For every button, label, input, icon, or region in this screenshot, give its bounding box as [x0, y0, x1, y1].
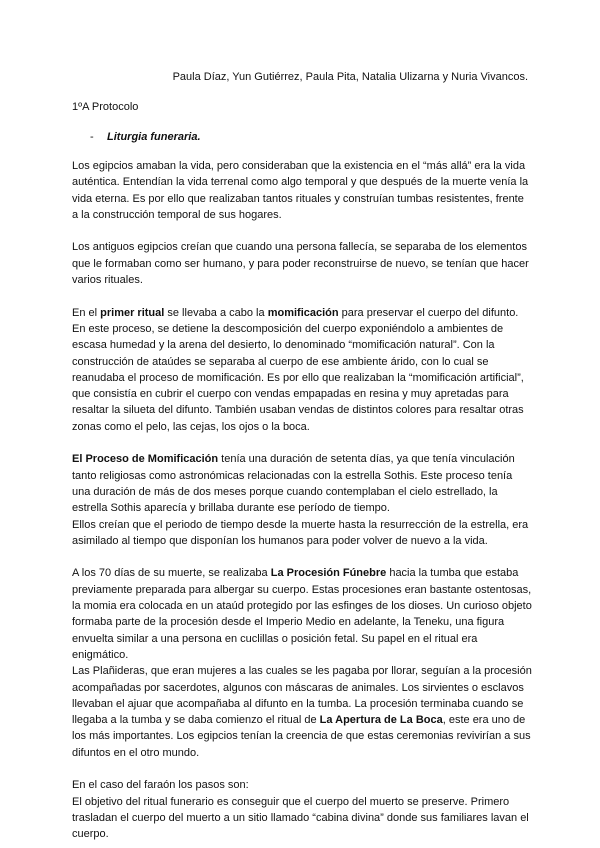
- text-run: Las Plañideras, que eran mujeres a las cuales se les pagaba por llorar, seguían a la procesión acompañadas por sacerdotes, algunos con máscaras de animales. Los sirvientes o esclavos llevaban el ajuar que acompañaba al difunto en la tumba. La procesión terminaba cuando se llegaba a la tumba y se daba comienzo el ritual de: [72, 665, 532, 727]
- bullet-dash: -: [90, 131, 94, 143]
- bold-term-proceso-momificacion: El Proceso de Momificación: [72, 453, 219, 466]
- paragraph-intro: Los egipcios amaban la vida, pero consideraban que la existencia en el “más allá” era la vida auténtica. Entendían la vida terrenal como algo temporal y que después de la muerte venía la vida eterna. Es por ello que realizaban tantos rituales y construían tumbas resistentes, frente a la construcción temporal de sus hogares.: [72, 160, 529, 221]
- paragraph-procession: [72, 565, 532, 663]
- bold-term-apertura-boca: La Apertura de La Boca: [319, 714, 443, 727]
- bold-term-momificacion: momificación: [267, 306, 339, 319]
- paragraph-ritual-objective: El objetivo del ritual funerario es conseguir que el cuerpo del muerto se preserve. Primero trasladan el cuerpo del muerto a un sitio llamado “cabina divina” donde sus familiares lavan el cuerpo.: [72, 795, 529, 841]
- section-title: [90, 131, 201, 143]
- paragraph-first-ritual: [72, 305, 532, 435]
- paragraph-pharaoh-steps: En el caso del faraón los pasos son:: [72, 779, 249, 792]
- text-run: A los 70 días de su muerte, se realizaba: [72, 567, 271, 580]
- text-run: hacia la tumba que estaba previamente preparada para albergar su cuerpo. Estas procesiones eran bastante ostentosas, la momia era colocada en un ataúd protegido por las esfinges de los dioses. Un curioso objeto formaba parte de la procesión desde el Imperio Medio en adelante, la Teneku, una figura envuelta similar a una persona en cuclillas o posición fetal. Su papel en el ritual era enigmático.: [72, 567, 532, 661]
- text-run: tenía una duración de setenta días, ya que tenía vinculación tanto religiosas como astronómicas relacionadas con la estrella Sothis. Este proceso tenía una duración de más de dos meses porque cuando contemplaban el cielo estrellado, la estrella Sothis aparecía y brillaba durante ese período de tiempo.: [72, 453, 515, 515]
- bold-term-primer-ritual: primer ritual: [100, 306, 165, 319]
- text-run: se llevaba a cabo la: [164, 306, 268, 319]
- paragraph-mourners: [72, 663, 532, 761]
- paragraph-star-belief: Ellos creían que el periodo de tiempo desde la muerte hasta la resurrección de la estrella, era asimilado al tiempo que disponían los humanos para poder volver de nuevo a la vida.: [72, 518, 529, 547]
- authors-line: Paula Díaz, Yun Gutiérrez, Paula Pita, Natalia Ulizarna y Nuria Vivancos.: [172, 71, 528, 83]
- paragraph-beliefs: Los antiguos egipcios creían que cuando una persona fallecía, se separaba de los elementos que le formaban como ser humano, y para poder reconstruirse de nuevo, se tenían que hacer varios rituales.: [72, 241, 529, 287]
- text-run: , este era uno de los más importantes. Los egipcios tenían la creencia de que estas ceremonias revivirían a sus difuntos en el otro mundo.: [72, 714, 531, 759]
- text-run: En el: [72, 306, 101, 319]
- bold-term-procesion-funebre: La Procesión Fúnebre: [270, 567, 387, 580]
- text-run: para preservar el cuerpo del difunto. En este proceso, se detiene la descomposición del cuerpo exponiéndolo a ambientes de escasa humedad y la arena del desierto, lo denominado “momificación natural”. Con la construcción de ataúdes se separaba al cuerpo de ese ambiente árido, con lo cual se reanudaba el proceso de momificación. Es por ello que realizaban la “momificación artificial”, que consistía en cubrir el cuerpo con vendas empapadas en resina y muy apretadas para resaltar la silueta del difunto. También usaban vendas de distintos colores para resaltar otras zonas como el pelo, las cejas, los ojos o la boca.: [72, 306, 524, 433]
- paragraph-mummification-process: [72, 451, 532, 516]
- section-title-text: Liturgia funeraria.: [107, 131, 201, 143]
- course-heading: 1ºA Protocolo: [72, 101, 139, 113]
- document-body: [72, 158, 532, 842]
